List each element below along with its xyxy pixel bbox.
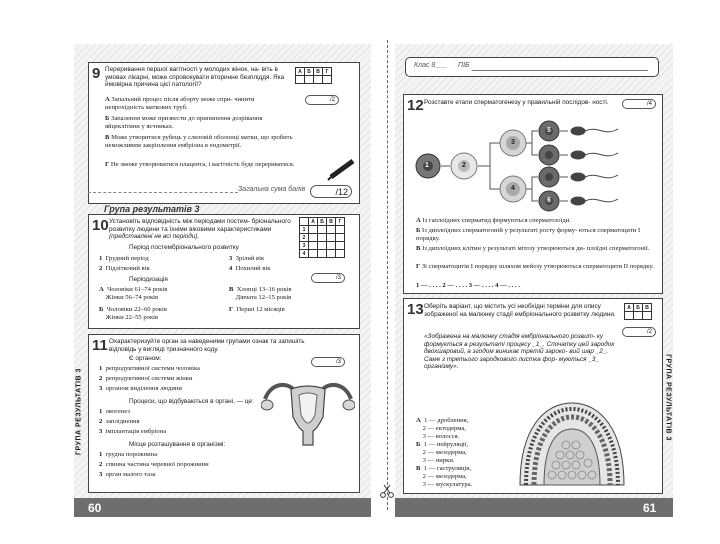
page-number: 61 [643, 501, 657, 515]
answer-cell[interactable] [336, 242, 345, 250]
answer-cell[interactable] [336, 250, 345, 258]
question-11-card [88, 334, 360, 493]
organ-2: 2 репродуктивної системи жінки [99, 375, 193, 382]
option-b: Б Запалення може призвести до припинення дозрівання яйцеклітини у яєчниках. [105, 115, 263, 130]
question-9-score[interactable]: /2 [305, 95, 339, 105]
age-b: Б Чоловіки 22–60 років Жінки 22–55 років [99, 306, 167, 321]
answer-cell[interactable] [327, 242, 336, 250]
answer-cell[interactable] [643, 312, 652, 320]
cell-label-4: 4 [511, 185, 515, 192]
periods-title: Період постембріонального розвитку [129, 244, 239, 251]
page-number: 60 [88, 501, 102, 515]
dashed-divider [88, 192, 238, 193]
gastrula-illustration [516, 399, 628, 491]
question-13-text: Оберіть варіант, що містить усі необхідні терміни для опису зображеної на малюнку стадії ембріонального розвитку людини. [424, 303, 616, 318]
location-2: 2 спинна частина черевної порожнини [99, 461, 209, 468]
side-tab-label: ГРУПА РЕЗУЛЬТАТІВ 3 [664, 354, 672, 441]
option-c: В Із диплоїдних клітин у результаті мітозу утворюються ди- плоїдні сперматогонії. [416, 245, 650, 252]
question-10-card [88, 214, 360, 329]
question-12-score[interactable]: /4 [622, 99, 656, 109]
question-13-score[interactable]: /2 [622, 327, 656, 337]
question-11-text: Охарактеризуйте орган за наведеними групами ознак та запишіть відповідь у вигляді тризначного коду. [109, 338, 305, 353]
question-10-text: Установіть відповідність між періодами постем- бріонального розвитку людини та їхніми віковими характеристиками (представлені не всі періоди). [109, 218, 291, 241]
answer-cell[interactable] [625, 312, 634, 320]
uterus-illustration [261, 375, 355, 447]
age-a: А Чоловіки 61–74 років Жінки 56–74 років [99, 286, 168, 301]
sequence-answer-line[interactable]: 1 — . . . . 2 — . . . . 3 — . . . . 4 — . . . . [416, 282, 520, 289]
spine-dashed-line [387, 40, 388, 510]
question-10-number: 10 [92, 217, 109, 234]
question-13-answer-grid[interactable] [624, 303, 652, 320]
question-13-quote: «Зображена на малюнку стадія ембріонального розвит- ку формується в результаті процесу _1_. Спочатку цей зародок двохшаровий, а згодом виникає третій зароко- вий шар _2_. Саме з третього зародкового листка фор- муються _3_ організму». [424, 333, 615, 371]
organ-1: 1 репродуктивної системи чоловіка [99, 365, 200, 372]
answer-cell[interactable] [314, 76, 323, 84]
question-10-answer-grid[interactable] [299, 217, 345, 258]
cell-label-6: 6 [547, 197, 551, 204]
question-11-number: 11 [92, 337, 108, 354]
question-9-number: 9 [92, 65, 101, 82]
class-label: Клас 8___ [414, 62, 447, 69]
option-b: Б 1 — нейруляції, 2 — мезодерма, 3 — нирки. [416, 441, 469, 464]
left-page [74, 44, 371, 517]
question-12-text: Розставте етапи сперматогенезу у правильній послідов- ності. [424, 99, 609, 106]
option-a: А 1 — дроблення, 2 — ектодерма, 3 — волосся. [416, 417, 469, 440]
grid-header-cell: А [296, 68, 305, 76]
grid-header-cell: А [309, 218, 318, 226]
grid-header-cell: Г [323, 68, 332, 76]
age-c: В Хлопці 13–16 років Дівчата 12–15 років [229, 286, 292, 301]
answer-cell[interactable] [318, 250, 327, 258]
pencil-icon [327, 157, 357, 181]
side-tab [663, 314, 673, 494]
question-9-card [88, 62, 360, 204]
cell-label-5: 5 [547, 127, 551, 134]
ages-title: Періодизація [129, 276, 168, 283]
answer-cell[interactable] [296, 76, 305, 84]
grid-corner [300, 218, 309, 226]
grid-header-cell: Б [318, 218, 327, 226]
grid-row-label: 2 [300, 234, 309, 242]
answer-cell[interactable] [634, 312, 643, 320]
grid-header-cell: В [327, 218, 336, 226]
organ-title: Є органом: [129, 355, 162, 362]
grid-header-cell: Б [305, 68, 314, 76]
answer-cell[interactable] [309, 226, 318, 234]
location-title: Місце розташування в організмі: [129, 441, 226, 448]
option-c: В 1 — гаструляція, 2 — мезодерма, 3 — мускулатура. [416, 465, 473, 488]
period-4: 4 Похилий вік [229, 265, 271, 272]
process-3: 3 імплантація ембріона [99, 428, 167, 435]
option-a: А Із гаплоїдних сперматид формуються сперматозоїди. [416, 217, 571, 224]
question-12-card [403, 94, 663, 294]
grid-header-cell: В [314, 68, 323, 76]
organ-3: 3 органом виділення людини [99, 385, 182, 392]
cell-label-2: 2 [462, 162, 466, 169]
process-1: 1 овогенез [99, 408, 130, 415]
option-d: Г Зі сперматоцитів І порядку шляхом мейозу утворюються сперматоцити ІІ порядку. [416, 263, 654, 270]
period-3: 3 Зрілий вік [229, 255, 265, 262]
side-tab-label: ГРУПА РЕЗУЛЬТАТІВ 3 [75, 368, 83, 455]
cell-label-1: 1 [425, 162, 429, 169]
answer-cell[interactable] [327, 226, 336, 234]
option-a: А Запальний процес після аборту може спри- чинити непрохідність маткових труб. [105, 96, 255, 111]
question-9-text: Переривання першої вагітності у молодих жінок, на- віть в умовах лікарні, може спровокувати вторинне безпліддя. Яка ймовірна причина цієї патології? [105, 66, 285, 89]
cell-label-3: 3 [511, 139, 515, 146]
answer-cell[interactable] [327, 234, 336, 242]
answer-cell[interactable] [318, 242, 327, 250]
question-11-score[interactable]: /3 [311, 357, 345, 367]
grid-header-cell: Б [634, 304, 643, 312]
total-score-row [88, 184, 358, 200]
option-b: Б Із диплоїдних сперматогоній у результаті росту форму- ються сперматоцити І порядку. [416, 227, 641, 242]
answer-cell[interactable] [309, 234, 318, 242]
total-label: Загальна сума балів [238, 186, 306, 193]
option-c: В Може утворитися рубець у слизовій оболонці матки, що зробить неможливим закріплення ембріона в ендометрії. [105, 134, 293, 149]
spermatogenesis-diagram [408, 115, 658, 215]
answer-cell[interactable] [305, 76, 314, 84]
page-number-tab [395, 498, 673, 517]
total-score[interactable]: /12 [310, 185, 352, 198]
grid-header-cell: Г [336, 218, 345, 226]
scissors-icon [380, 484, 394, 498]
group-title: Група результатів 3 [104, 204, 200, 214]
page-number-tab [74, 498, 371, 517]
answer-cell[interactable] [336, 234, 345, 242]
answer-cell[interactable] [309, 250, 318, 258]
process-title: Процеси, що відбуваються в органі, — це: [129, 398, 254, 405]
question-10-score[interactable]: /3 [311, 273, 345, 283]
side-tab [76, 344, 85, 494]
answer-cell[interactable] [318, 226, 327, 234]
grid-header-cell: А [625, 304, 634, 312]
grid-row-label: 4 [300, 250, 309, 258]
answer-cell[interactable] [336, 226, 345, 234]
question-12-number: 12 [407, 97, 424, 114]
grid-header-cell: В [643, 304, 652, 312]
answer-cell[interactable] [318, 234, 327, 242]
answer-cell[interactable] [323, 76, 332, 84]
right-page [395, 44, 673, 517]
period-2: 2 Підлітковий вік [99, 265, 150, 272]
pib-label: ПІБ [458, 62, 470, 69]
location-3: 3 орган малого таза [99, 471, 156, 478]
age-d: Г Перші 12 місяців [229, 306, 285, 313]
question-9-answer-grid[interactable] [295, 67, 332, 84]
process-2: 2 запліднення [99, 418, 140, 425]
grid-row-label: 1 [300, 226, 309, 234]
period-1: 1 Грудний період [99, 255, 149, 262]
question-13-card [403, 298, 663, 494]
option-d: Г Не зможе утворюватися плацента, і вагітність буде перериватися. [105, 161, 295, 168]
location-1: 1 грудна порожнина [99, 451, 158, 458]
grid-row-label: 3 [300, 242, 309, 250]
question-13-number: 13 [407, 301, 424, 318]
answer-cell[interactable] [327, 250, 336, 258]
pib-underline [472, 70, 648, 71]
header-field[interactable] [405, 57, 659, 77]
answer-cell[interactable] [309, 242, 318, 250]
